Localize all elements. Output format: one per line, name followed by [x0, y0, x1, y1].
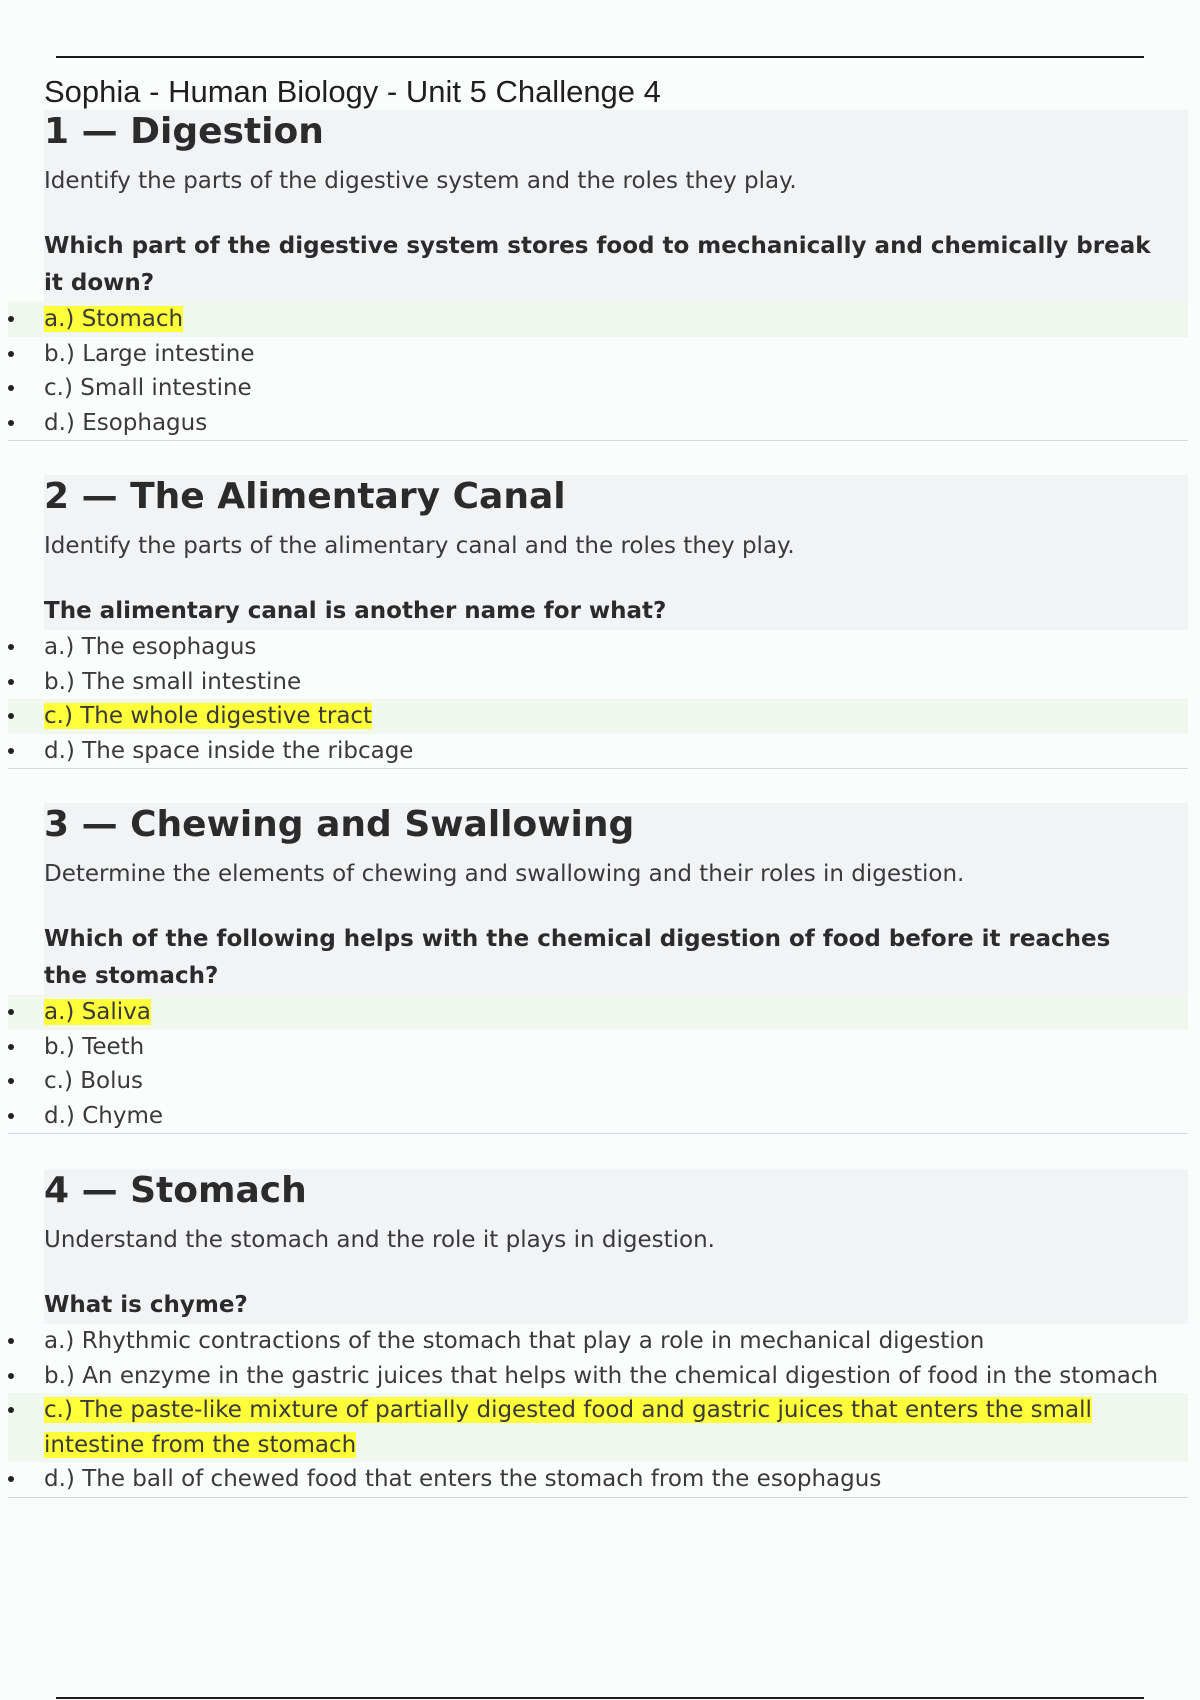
answer-label: b.) Large intestine	[44, 340, 255, 367]
answer-options	[8, 995, 1188, 1134]
question-heading: 2 — The Alimentary Canal	[44, 476, 566, 517]
bullet-icon	[8, 351, 14, 357]
question-heading: 1 — Digestion	[44, 111, 324, 152]
question-header	[44, 475, 1188, 630]
bullet-icon	[8, 644, 14, 650]
answer-label: a.) The esophagus	[44, 634, 257, 660]
answer-label: b.) The small intestine	[44, 668, 302, 695]
answer-option-a[interactable]	[8, 1324, 1188, 1359]
answer-label: c.) The whole digestive tract	[44, 703, 373, 729]
question-prompt: Which part of the digestive system stores food to mechanically and chemically break it down?	[44, 233, 1151, 296]
question-header	[44, 110, 1188, 302]
answer-options	[8, 630, 1188, 769]
answer-option-b[interactable]	[8, 1030, 1188, 1065]
bullet-icon	[8, 1476, 14, 1482]
question-prompt: Which of the following helps with the chemical digestion of food before it reaches the stomach?	[44, 926, 1111, 989]
answer-option-a[interactable]	[8, 302, 1188, 337]
question-objective: Determine the elements of chewing and swallowing and their roles in digestion.	[44, 861, 965, 887]
bullet-icon	[8, 1113, 14, 1119]
bottom-divider	[56, 1697, 1144, 1699]
answer-option-b[interactable]	[8, 337, 1188, 372]
answer-option-c[interactable]	[8, 1393, 1188, 1462]
answer-label: b.) An enzyme in the gastric juices that helps with the chemical digestion of food in the stomach	[44, 1362, 1159, 1389]
question-header	[44, 1169, 1188, 1324]
question-1	[8, 110, 1188, 441]
question-heading: 4 — Stomach	[44, 1170, 307, 1211]
answer-options	[8, 302, 1188, 441]
bullet-icon	[8, 748, 14, 754]
question-2	[8, 475, 1188, 769]
answer-option-a[interactable]	[8, 630, 1188, 665]
question-objective: Identify the parts of the alimentary canal and the roles they play.	[44, 533, 795, 559]
answer-label: a.) Saliva	[44, 999, 151, 1025]
answer-label: b.) Teeth	[44, 1033, 145, 1060]
answer-option-a[interactable]	[8, 995, 1188, 1030]
question-3	[8, 803, 1188, 1134]
answer-option-d[interactable]	[8, 1462, 1188, 1497]
bullet-icon	[8, 1078, 14, 1084]
answer-option-c[interactable]	[8, 699, 1188, 734]
question-header	[44, 803, 1188, 995]
answer-label: a.) Rhythmic contractions of the stomach that play a role in mechanical digestion	[44, 1328, 985, 1354]
question-heading: 3 — Chewing and Swallowing	[44, 804, 635, 845]
answer-option-b[interactable]	[8, 1359, 1188, 1394]
question-objective: Understand the stomach and the role it plays in digestion.	[44, 1227, 715, 1253]
question-prompt: What is chyme?	[44, 1292, 248, 1318]
answer-label: c.) Bolus	[44, 1068, 144, 1094]
answer-option-d[interactable]	[8, 1099, 1188, 1134]
answer-options	[8, 1324, 1188, 1498]
bullet-icon	[8, 1044, 14, 1050]
answer-label: c.) The paste-like mixture of partially digested food and gastric juices that enters the small intestine from the stomach	[44, 1397, 1092, 1458]
top-divider	[56, 56, 1144, 58]
answer-option-c[interactable]	[8, 1064, 1188, 1099]
question-prompt: The alimentary canal is another name for what?	[44, 598, 667, 624]
answer-label: c.) Small intestine	[44, 375, 252, 401]
bullet-icon	[8, 420, 14, 426]
answer-option-b[interactable]	[8, 665, 1188, 700]
bullet-icon	[8, 1009, 14, 1015]
document-title: Sophia - Human Biology - Unit 5 Challenge 4	[44, 74, 661, 109]
answer-label: d.) The space inside the ribcage	[44, 737, 414, 764]
bullet-icon	[8, 1338, 14, 1344]
answer-option-c[interactable]	[8, 371, 1188, 406]
answer-option-d[interactable]	[8, 734, 1188, 769]
question-objective: Identify the parts of the digestive system and the roles they play.	[44, 168, 797, 194]
question-4	[8, 1169, 1188, 1498]
bullet-icon	[8, 679, 14, 685]
answer-label: d.) Esophagus	[44, 409, 208, 436]
answer-option-d[interactable]	[8, 406, 1188, 441]
answer-label: a.) Stomach	[44, 306, 184, 332]
answer-label: d.) Chyme	[44, 1102, 163, 1129]
bullet-icon	[8, 1407, 14, 1413]
bullet-icon	[8, 713, 14, 719]
bullet-icon	[8, 385, 14, 391]
answer-label: d.) The ball of chewed food that enters the stomach from the esophagus	[44, 1466, 882, 1492]
bullet-icon	[8, 316, 14, 322]
bullet-icon	[8, 1373, 14, 1379]
